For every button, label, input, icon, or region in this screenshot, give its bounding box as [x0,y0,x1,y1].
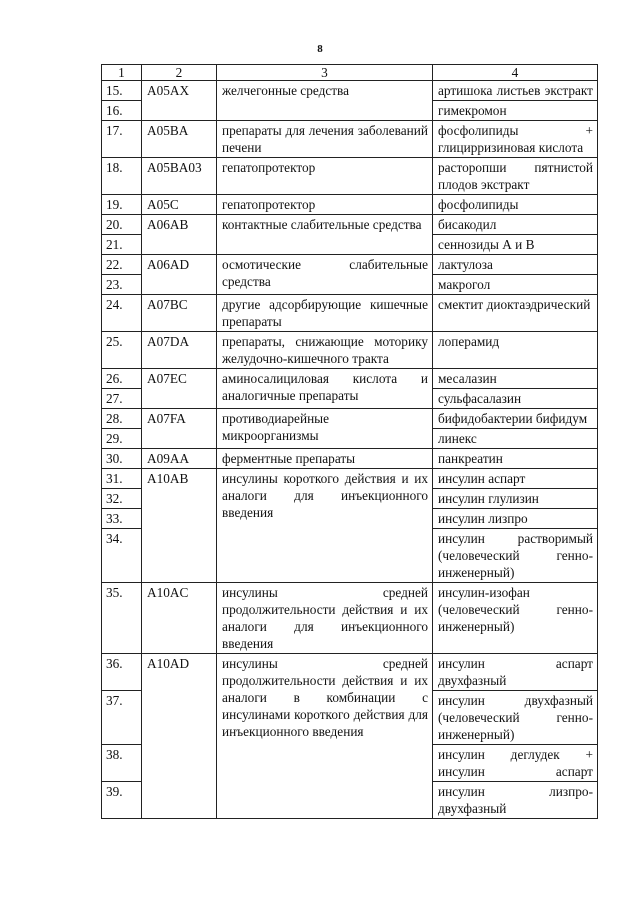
table-row [102,469,598,489]
column-header: 4 [433,65,598,81]
row-number: 18. [102,158,142,195]
atc-code: A10AD [142,654,217,819]
drug-name: бифидобактерии бифидум [433,409,598,429]
row-number: 23. [102,275,142,295]
drug-name: гимекромон [433,101,598,121]
row-number: 17. [102,121,142,158]
row-number: 33. [102,509,142,529]
row-number: 29. [102,429,142,449]
drug-group: инсулины средней продолжительности действия и их аналоги в комбинации с инсулинами короткого действия для инъекционного введения [217,654,433,819]
table-row [102,449,598,469]
drug-table [101,64,598,819]
row-number: 20. [102,215,142,235]
drug-name: расторопши пятнистой плодов экстракт [433,158,598,195]
drug-name: артишока листьев экстракт [433,81,598,101]
drug-name: инсулин лизпро [433,509,598,529]
table-row [102,583,598,654]
row-number: 25. [102,332,142,369]
atc-code: A05AX [142,81,217,121]
drug-group: контактные слабительные средства [217,215,433,255]
drug-name: инсулин аспарт двухфазный [433,654,598,691]
drug-name: инсулин аспарт [433,469,598,489]
table-row [102,654,598,691]
row-number: 36. [102,654,142,691]
table-row [102,121,598,158]
row-number: 35. [102,583,142,654]
drug-name: фосфолипиды + глицирризиновая кислота [433,121,598,158]
row-number: 31. [102,469,142,489]
row-number: 22. [102,255,142,275]
table-row [102,369,598,389]
drug-group: аминосалициловая кислота и аналогичные препараты [217,369,433,409]
page-number: 8 [317,43,323,55]
atc-code: A07DA [142,332,217,369]
row-number: 32. [102,489,142,509]
atc-code: A10AB [142,469,217,583]
table-row [102,215,598,235]
row-number: 30. [102,449,142,469]
row-number: 39. [102,782,142,819]
drug-name: инсулин-изофан (человеческий генно-инженерный) [433,583,598,654]
drug-name: бисакодил [433,215,598,235]
drug-group: желчегонные средства [217,81,433,121]
drug-name: сульфасалазин [433,389,598,409]
row-number: 16. [102,101,142,121]
drug-name: месалазин [433,369,598,389]
atc-code: A06AD [142,255,217,295]
drug-name: смектит диоктаэдрический [433,295,598,332]
drug-group: препараты, снижающие моторику желудочно-кишечного тракта [217,332,433,369]
row-number: 37. [102,691,142,745]
drug-group: гепатопротектор [217,195,433,215]
drug-group: инсулины средней продолжительности действия и их аналоги для инъекционного введения [217,583,433,654]
drug-name: линекс [433,429,598,449]
drug-group: препараты для лечения заболеваний печени [217,121,433,158]
atc-code: A06AB [142,215,217,255]
drug-name: инсулин глулизин [433,489,598,509]
drug-name: лоперамид [433,332,598,369]
table-row [102,409,598,429]
row-number: 26. [102,369,142,389]
drug-group: ферментные препараты [217,449,433,469]
atc-code: A05BA [142,121,217,158]
drug-group: противодиарейные микроорганизмы [217,409,433,449]
drug-name: лактулоза [433,255,598,275]
row-number: 21. [102,235,142,255]
row-number: 28. [102,409,142,429]
row-number: 27. [102,389,142,409]
drug-group: осмотические слабительные средства [217,255,433,295]
row-number: 19. [102,195,142,215]
atc-code: A05C [142,195,217,215]
table-row [102,81,598,101]
table-header-row [102,65,598,81]
column-header: 3 [217,65,433,81]
drug-name: инсулин деглудек + инсулин аспарт [433,745,598,782]
row-number: 38. [102,745,142,782]
drug-group: инсулины короткого действия и их аналоги для инъекционного введения [217,469,433,583]
table-row [102,255,598,275]
atc-code: A05BA03 [142,158,217,195]
row-number: 15. [102,81,142,101]
column-header: 2 [142,65,217,81]
atc-code: A07FA [142,409,217,449]
table-row [102,195,598,215]
table-row [102,158,598,195]
drug-name: сеннозиды А и В [433,235,598,255]
drug-name: фосфолипиды [433,195,598,215]
atc-code: A10AC [142,583,217,654]
drug-group: другие адсорбирующие кишечные препараты [217,295,433,332]
row-number: 34. [102,529,142,583]
drug-name: макрогол [433,275,598,295]
drug-group: гепатопротектор [217,158,433,195]
drug-name: инсулин растворимый (человеческий генно-инженерный) [433,529,598,583]
atc-code: A07BC [142,295,217,332]
table-row [102,332,598,369]
row-number: 24. [102,295,142,332]
table-row [102,295,598,332]
atc-code: A09AA [142,449,217,469]
drug-name: инсулин двухфазный (человеческий генно-инженерный) [433,691,598,745]
drug-name: инсулин лизпро-двухфазный [433,782,598,819]
atc-code: A07EC [142,369,217,409]
drug-name: панкреатин [433,449,598,469]
column-header: 1 [102,65,142,81]
